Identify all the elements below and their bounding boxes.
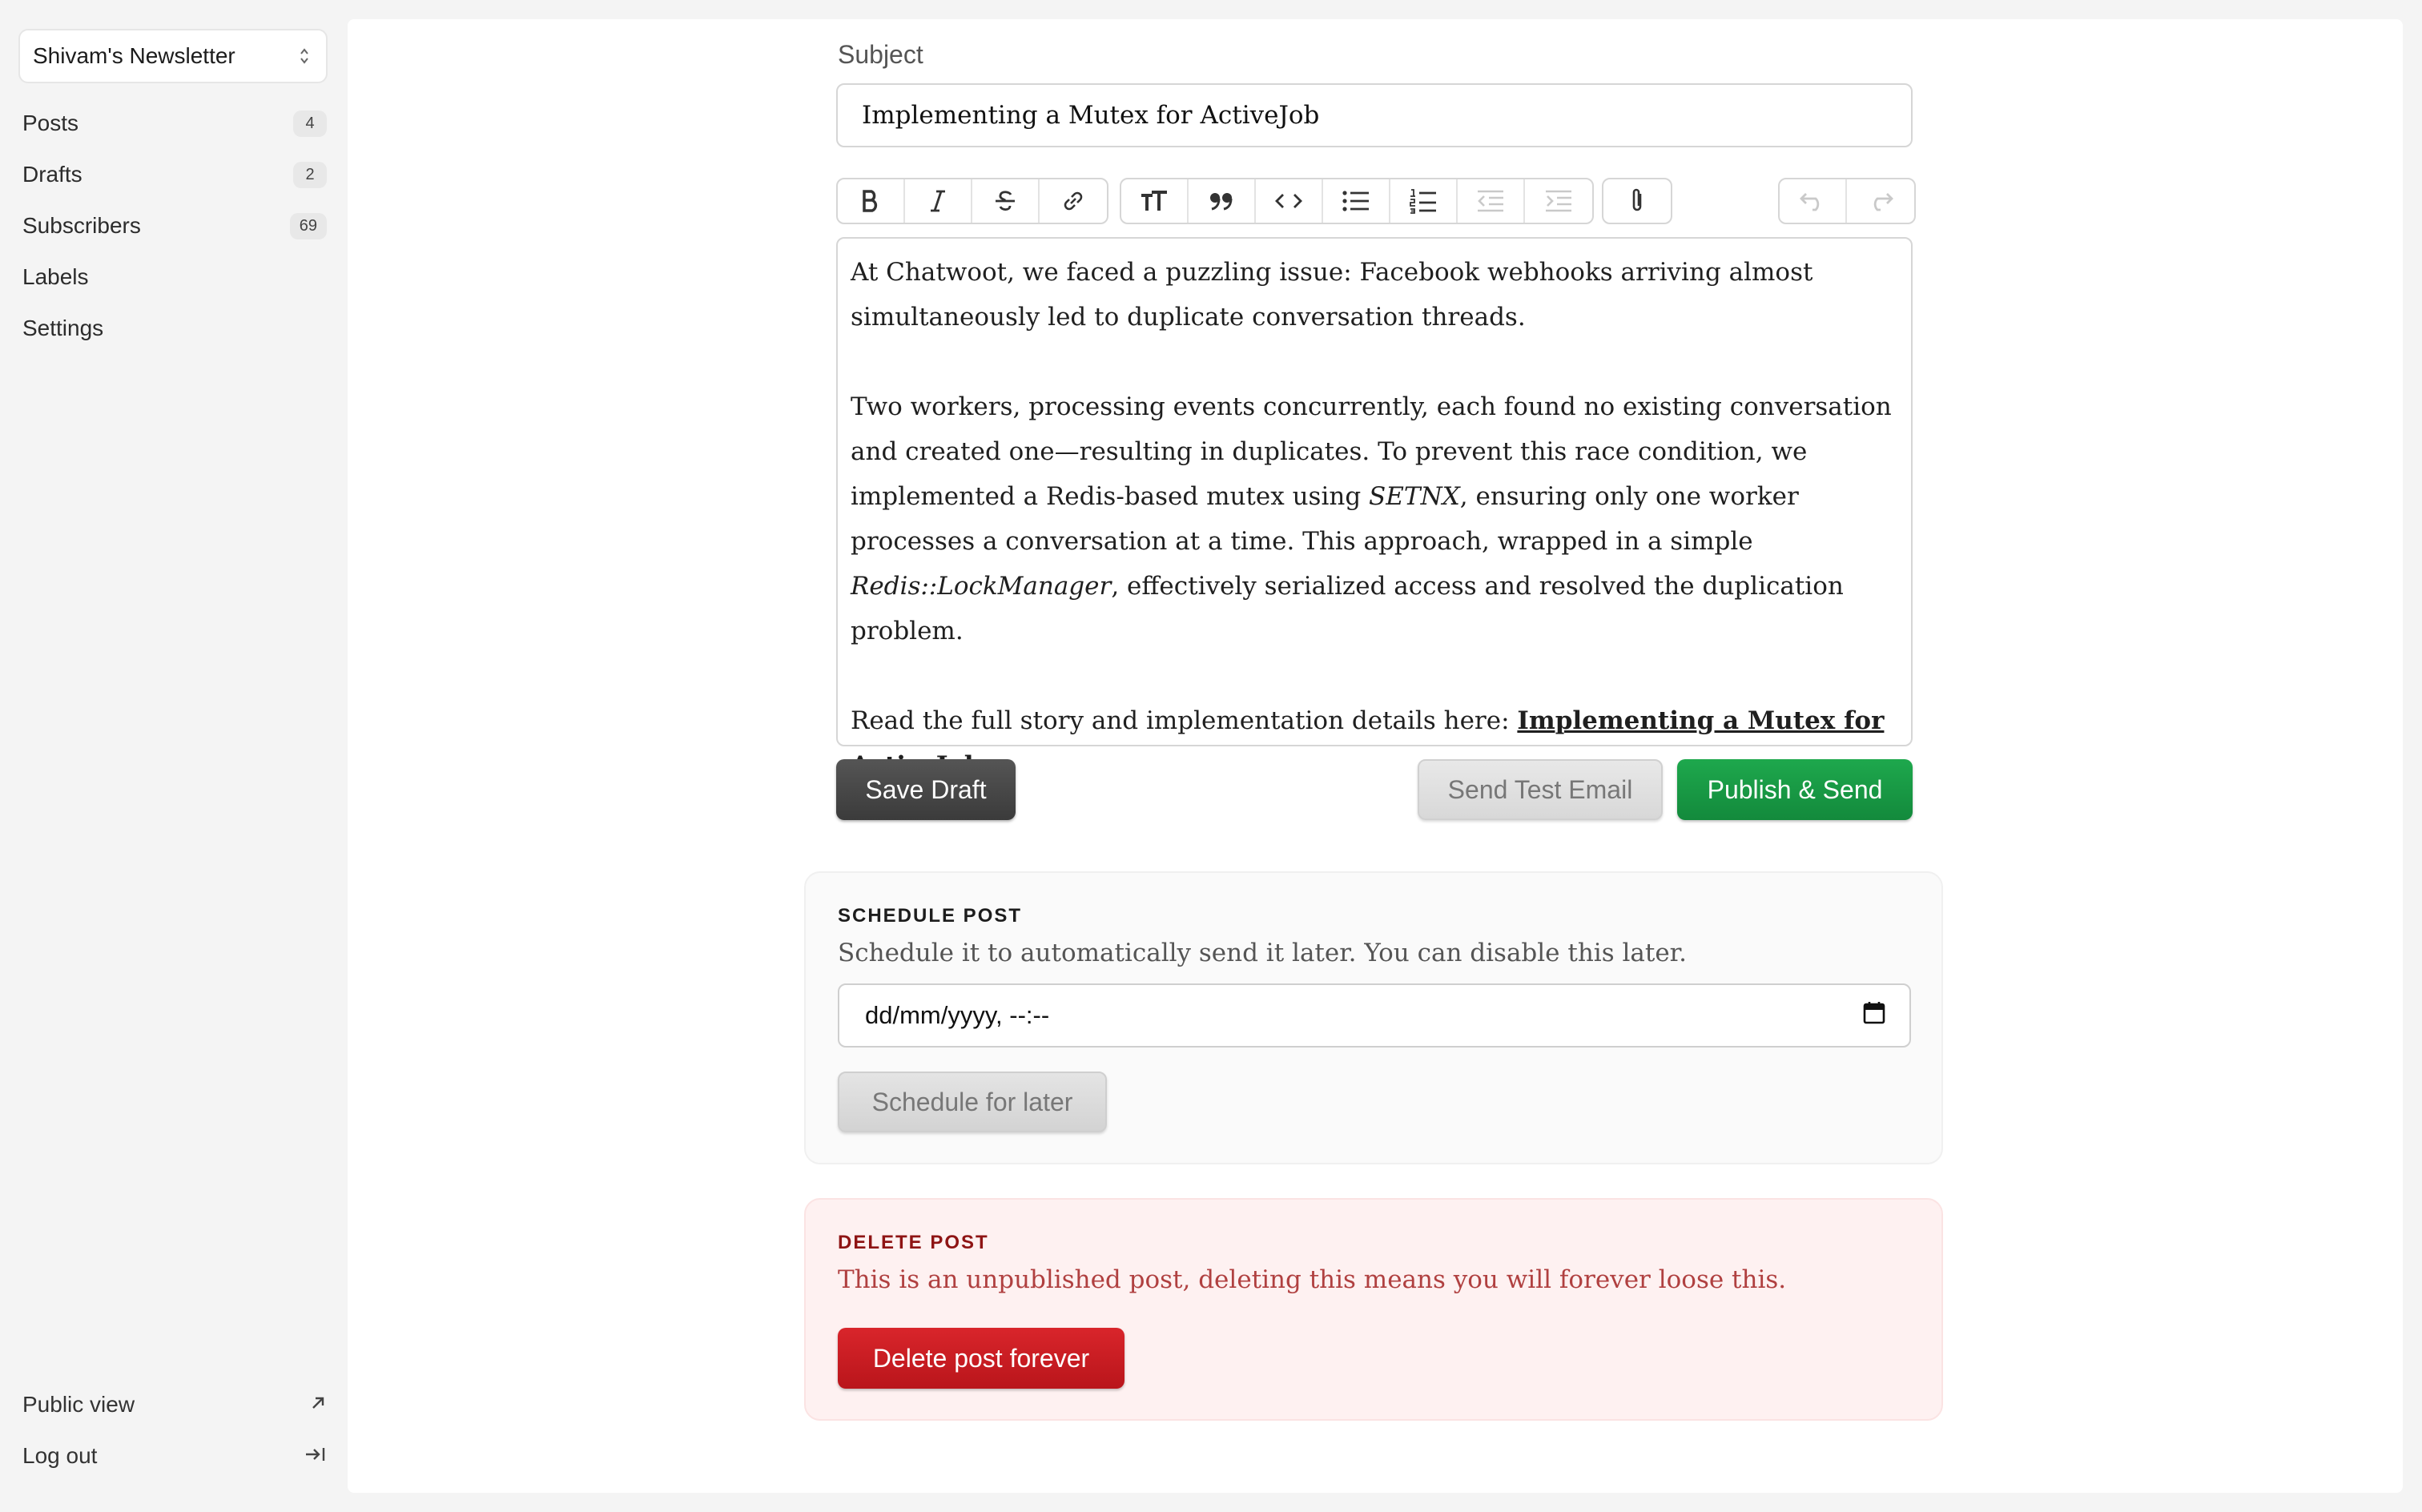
chevron-up-down-icon — [299, 46, 310, 66]
delete-post-card — [804, 1198, 1943, 1421]
send-test-email-button[interactable]: Send Test Email — [1418, 759, 1663, 820]
outdent-icon[interactable] — [1458, 179, 1525, 223]
calendar-icon[interactable] — [1863, 1000, 1885, 1031]
quote-icon[interactable] — [1189, 179, 1256, 223]
italic-icon[interactable] — [905, 179, 972, 223]
post-body-editor[interactable] — [836, 237, 1913, 746]
bold-icon[interactable] — [838, 179, 905, 223]
newsletter-switcher[interactable] — [18, 29, 328, 83]
delete-title: DELETE POST — [838, 1232, 989, 1253]
count-badge: 69 — [290, 213, 327, 239]
toolbar-group-attach — [1602, 178, 1672, 224]
public-view-label: Public view — [22, 1392, 135, 1417]
schedule-datetime-input[interactable] — [838, 983, 1911, 1048]
count-badge: 2 — [293, 162, 327, 188]
newsletter-name: Shivam's Newsletter — [33, 43, 235, 68]
indent-icon[interactable] — [1525, 179, 1592, 223]
heading-icon[interactable] — [1121, 179, 1189, 223]
bullet-list-icon[interactable] — [1323, 179, 1390, 223]
delete-post-button[interactable]: Delete post forever — [838, 1328, 1124, 1389]
body-text: , ensuring only one worker processes a conversation at a time. This approach, wrapped in a simple — [851, 482, 1799, 556]
sidebar-bottom-nav — [22, 1379, 327, 1482]
redo-icon[interactable] — [1847, 179, 1914, 223]
log-out-link[interactable] — [22, 1430, 327, 1482]
sidebar-item-label: Settings — [22, 316, 104, 340]
logout-arrow-icon — [304, 1443, 327, 1469]
sidebar-item-label: Posts — [22, 111, 79, 135]
subject-label: Subject — [838, 40, 923, 69]
arrow-up-right-icon — [309, 1392, 327, 1418]
sidebar-item-label: Drafts — [22, 162, 82, 187]
article-link[interactable]: Implementing a Mutex for — [1517, 706, 1885, 735]
link-icon[interactable] — [1040, 179, 1107, 223]
public-view-link[interactable] — [22, 1379, 327, 1430]
numbered-list-icon[interactable] — [1390, 179, 1458, 223]
save-draft-button[interactable]: Save Draft — [836, 759, 1016, 820]
datetime-placeholder: dd/mm/yyyy, --:-- — [865, 1001, 1050, 1029]
body-text: Two workers, processing events concurrently, each found no existing conversation and created one—resulting in duplicates. To prevent this race condition, we implemented a Redis-based mutex using — [851, 392, 1892, 511]
sidebar-item-drafts[interactable] — [22, 149, 327, 200]
subject-input[interactable] — [836, 83, 1913, 147]
strikethrough-icon[interactable] — [972, 179, 1040, 223]
code-icon[interactable] — [1256, 179, 1323, 223]
toolbar-group-history — [1778, 178, 1916, 224]
schedule-post-card — [804, 871, 1943, 1164]
subject-value: Implementing a Mutex for ActiveJob — [862, 101, 1320, 130]
sidebar-item-settings[interactable] — [22, 303, 327, 354]
body-text: Read the full story and implementation details here: — [851, 706, 1518, 735]
sidebar-nav — [22, 98, 327, 354]
body-emphasis: Redis::LockManager — [851, 572, 1112, 601]
sidebar-item-label: Labels — [22, 264, 89, 289]
body-paragraph — [851, 384, 1898, 653]
toolbar-group-text — [836, 178, 1108, 224]
schedule-description: Schedule it to automatically send it later. You can disable this later. — [838, 939, 1687, 967]
schedule-title: SCHEDULE POST — [838, 905, 1023, 927]
sidebar-item-posts[interactable] — [22, 98, 327, 149]
schedule-for-later-button[interactable]: Schedule for later — [838, 1072, 1107, 1132]
undo-icon[interactable] — [1780, 179, 1847, 223]
sidebar-item-label: Subscribers — [22, 213, 141, 238]
attachment-icon[interactable] — [1603, 179, 1671, 223]
delete-description: This is an unpublished post, deleting this means you will forever loose this. — [838, 1265, 1787, 1294]
log-out-label: Log out — [22, 1443, 98, 1468]
publish-send-button[interactable]: Publish & Send — [1677, 759, 1913, 820]
sidebar — [0, 0, 348, 1512]
sidebar-item-subscribers[interactable] — [22, 200, 327, 251]
body-text: , effectively serialized access and resolved the duplication problem. — [851, 572, 1844, 645]
body-paragraph: At Chatwoot, we faced a puzzling issue: Facebook webhooks arriving almost simultaneously led to duplicate conversation threads. — [851, 258, 1813, 332]
sidebar-item-labels[interactable] — [22, 251, 327, 303]
count-badge: 4 — [293, 111, 327, 137]
toolbar-group-block — [1120, 178, 1594, 224]
body-emphasis: SETNX — [1369, 482, 1460, 511]
